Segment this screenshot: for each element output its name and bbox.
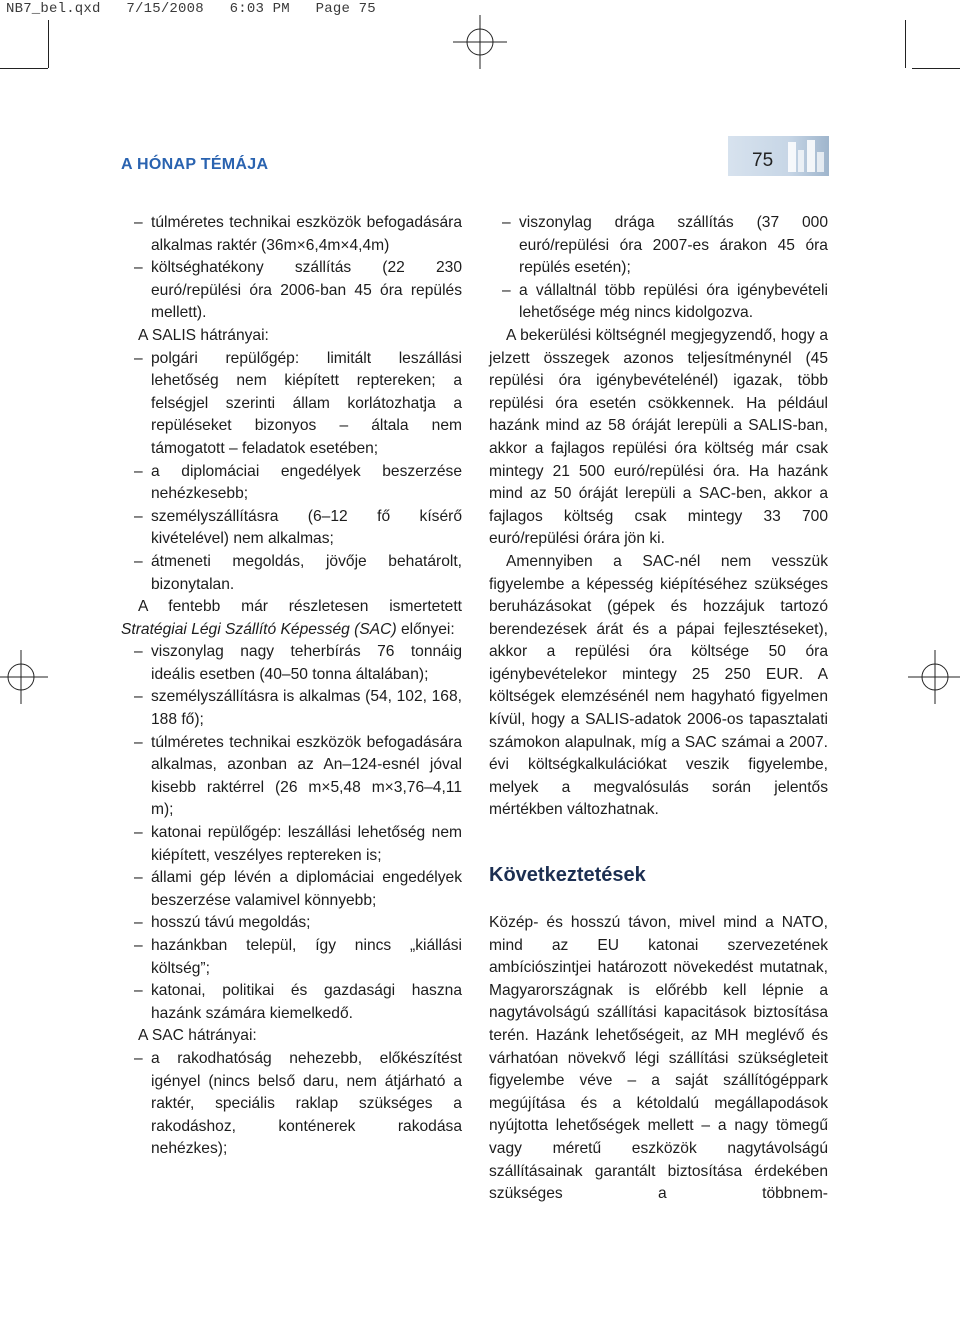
paragraph-text: A fentebb már részletesen ismertetett bbox=[138, 598, 462, 616]
dash-list-item: – túlméretes technikai eszközök befogadására alkalmas, azonban az An–124-esnél jóval kisebb raktérrel (26 m×5,48 m×3,76–4,11 m); bbox=[121, 732, 462, 822]
crop-mark bbox=[912, 68, 960, 69]
section-title: A HÓNAP TÉMÁJA bbox=[121, 156, 269, 173]
dash-list-item: – költséghatékony szállítás (22 230 euró/repülési óra 2006-ban 45 óra repülés mellett). bbox=[121, 257, 462, 325]
left-column bbox=[121, 212, 462, 1161]
dash-list-item: – átmeneti megoldás, jövője behatárolt, bizonytalan. bbox=[121, 551, 462, 596]
dash-list-item: – állami gép lévén a diplomáciai engedélyek beszerzése valamivel könnyebb; bbox=[121, 867, 462, 912]
registration-mark-left bbox=[0, 650, 48, 704]
paragraph: Közép- és hosszú távon, mivel mind a NATO, mind az EU katonai szervezetének ambíciószintjei határozott növekedést mutatnak, Magyarországnak is előrébb kell lépnie a nagytávolságú szállítási kapacitások biztosítása terén. Hazánk lehetőségeit, az MH meglévő és várhatóan növekvő légi szállítási szükségleteit figyelembe véve – a saját szállítógéppark megújítása és a kétoldalú megállapodások nyújtotta lehetőségek mellett – a nagy tömegű vagy méretű eszközök nagytávolságú szállításainak garantált biztosítása érdekében szükséges a többnem- bbox=[489, 914, 828, 1203]
crop-mark bbox=[48, 20, 49, 68]
dash-list-item: – katonai repülőgép: leszállási lehetőség nem kiépített, veszélyes reptereken is; bbox=[121, 822, 462, 867]
print-slug: NB7_bel.qxd 7/15/2008 6:03 PM Page 75 bbox=[6, 1, 376, 17]
page-number: 75 bbox=[752, 150, 774, 171]
right-column bbox=[489, 212, 828, 1206]
dash-list-item: – viszonylag drága szállítás (37 000 euró/repülési óra 2007-es árakon 45 óra repülés esetén); bbox=[489, 212, 828, 280]
paragraph: Amennyiben a SAC-nél nem vesszük figyelembe a képesség kiépítéséhez szükséges beruházásokat (gépek és hozzájuk tartozó berendezések árát és a pápai fejlesztéseket), akkor a repülési óra költsége 50 óra igénybevételekor mintegy 25 250 EUR. A költségek elemzésénél nem hagyható figyelmen kívül, hogy a SALIS-adatok 2006-os tapasztalati számokon alapulnak, míg a SAC számai a 2007. évi költségkalkulációkat veszik figyelembe, melyek a megvalósulás során jelentős mértékben változhatnak. bbox=[489, 552, 828, 819]
registration-mark-right bbox=[908, 650, 960, 704]
dash-list-item: – a vállaltnál több repülési óra igénybevételi lehetősége még nincs kidolgozva. bbox=[489, 280, 828, 325]
dash-list-item: – hazánkban települ, így nincs „kiállási költség”; bbox=[121, 935, 462, 980]
dash-list-item: – polgári repülőgép: limitált leszállási lehetőség nem kiépített reptereken; a felségjel szerinti állam korlátozhatja a repüléseket bizonyos – általa nem támogatott – feladatok esetében; bbox=[121, 348, 462, 461]
paragraph: A SAC hátrányai: bbox=[138, 1027, 257, 1045]
dash-list-item: – a diplomáciai engedélyek beszerzése nehézkesebb; bbox=[121, 461, 462, 506]
dash-list-item: – a rakodhatóság nehezebb, előkészítést igényel (nincs belső daru, nem átjárható a raktér, speciális raklap szükséges a rakodáshoz, konténerek rakodása nehézkes); bbox=[121, 1048, 462, 1161]
paragraph: A SALIS hátrányai: bbox=[138, 326, 269, 344]
paragraph bbox=[121, 596, 462, 641]
dash-list-item: – személyszállításra is alkalmas (54, 102, 168, 188 fő); bbox=[121, 686, 462, 731]
crop-mark bbox=[0, 68, 48, 69]
paragraph: A bekerülési költségnél megjegyzendő, hogy a jelzett összegek azonos teljesítménynél (45 repülési óra igénybevételénél) igazak, több repülési óra esetén csökkennek. Ha például hazánk mind az 58 óráját lerepüli a SALIS-ban, akkor a fajlagos repülési óra költség már csak mintegy 21 500 euró/repülési óra. Ha hazánk mind az 50 óráját lerepüli a SAC-ben, akkor a fajlagos költség csak mintegy 33 700 euró/repülési órára jön ki. bbox=[489, 326, 828, 548]
dash-list-item: – túlméretes technikai eszközök befogadására alkalmas raktér (36m×6,4m×4,4m) bbox=[121, 212, 462, 257]
paragraph-text: előnyei: bbox=[396, 620, 455, 638]
italic-term: Stratégiai Légi Szállító Képesség (SAC) bbox=[121, 620, 397, 638]
magazine-logo-icon bbox=[786, 136, 829, 176]
registration-mark-top bbox=[453, 15, 507, 69]
dash-list-item: – viszonylag nagy teherbírás 76 tonnáig ideális esetben (40–50 tonna általában); bbox=[121, 641, 462, 686]
section-heading: Következtetések bbox=[489, 864, 646, 887]
dash-list-item: – személyszállításra (6–12 fő kísérő kivételével) nem alkalmas; bbox=[121, 506, 462, 551]
dash-list-item: – hosszú távú megoldás; bbox=[121, 912, 462, 935]
crop-mark bbox=[905, 20, 906, 68]
dash-list-item: – katonai, politikai és gazdasági haszna hazánk számára kiemelkedő. bbox=[121, 980, 462, 1025]
